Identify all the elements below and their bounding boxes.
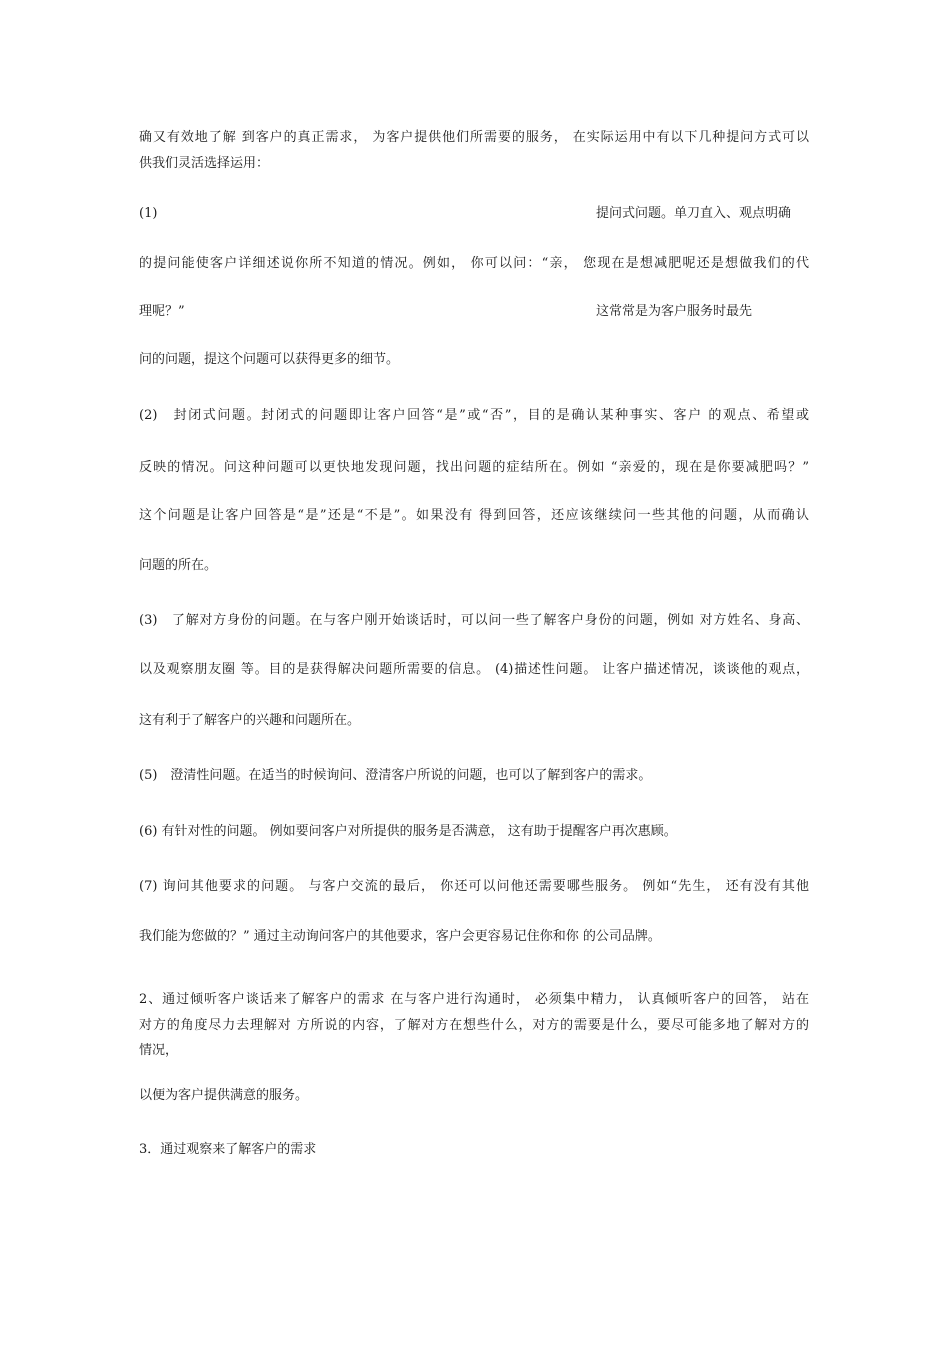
section-3-title: 3．通过观察来了解客户的需求 <box>139 1142 317 1157</box>
item-2-line-4: 问题的所在。 <box>139 558 218 573</box>
item-1-number: (1) <box>139 206 158 221</box>
item-1-line-2: 的提问能使客户详细述说你所不知道的情况。例如， 你可以问：“亲， 您现在是想减肥呢还是想做我们的代 <box>139 256 809 271</box>
item-1-line-3-left: 理呢？” <box>139 304 185 319</box>
item-7-line-2: 我们能为您做的？” 通过主动询问客户的其他要求，客户会更容易记住你和你 的公司品牌。 <box>139 929 661 944</box>
item-3-line-2: 以及观察朋友圈 等。目的是获得解决问题所需要的信息。 (4)描述性问题。 让客户描述情况，谈谈他的观点， <box>139 662 809 677</box>
intro-line-2: 供我们灵活选择运用： <box>139 156 270 171</box>
item-3-line-3: 这有利于了解客户的兴趣和问题所在。 <box>139 713 361 728</box>
item-5-line-1: (5) 澄清性问题。在适当的时候询问、澄清客户所说的问题，也可以了解到客户的需求。 <box>139 768 652 783</box>
item-1-line-3-right: 这常常是为客户服务时最先 <box>596 304 753 319</box>
section-2-line-4: 以便为客户提供满意的服务。 <box>139 1088 309 1103</box>
item-1-line-4: 问的问题，提这个问题可以获得更多的细节。 <box>139 352 400 367</box>
section-2-line-2: 对方的角度尽力去理解对 方所说的内容，了解对方在想些什么，对方的需要是什么，要尽可能多地了解对方的 <box>139 1018 809 1033</box>
intro-line-1: 确又有效地了解 到客户的真正需求， 为客户提供他们所需要的服务， 在实际运用中有以下几种提问方式可以 <box>139 130 809 145</box>
item-2-line-2: 反映的情况。问这种问题可以更快地发现问题，找出问题的症结所在。例如 “亲爱的，现在是你要减肥吗？” <box>139 460 809 475</box>
item-3-line-1: (3) 了解对方身份的问题。在与客户刚开始谈话时，可以问一些了解客户身份的问题，例如 对方姓名、身高、 <box>139 613 809 628</box>
item-2-line-1: (2) 封闭式问题。封闭式的问题即让客户回答“是”或“否”，目的是确认某种事实、客户 的观点、希望或 <box>139 408 809 423</box>
item-2-line-3: 这个问题是让客户回答是“是”还是“不是”。如果没有 得到回答，还应该继续问一些其他的问题，从而确认 <box>139 508 809 523</box>
item-7-line-1: (7) 询问其他要求的问题。 与客户交流的最后， 你还可以问他还需要哪些服务。 例如“先生， 还有没有其他 <box>139 879 809 894</box>
section-2-line-1: 2、通过倾听客户谈话来了解客户的需求 在与客户进行沟通时， 必须集中精力， 认真倾听客户的回答， 站在 <box>139 992 809 1007</box>
section-2-line-3: 情况， <box>139 1043 179 1058</box>
item-6-line-1: (6) 有针对性的问题。 例如要问客户对所提供的服务是否满意， 这有助于提醒客户再次惠顾。 <box>139 824 677 839</box>
item-1-title: 提问式问题。单刀直入、观点明确 <box>596 206 792 221</box>
